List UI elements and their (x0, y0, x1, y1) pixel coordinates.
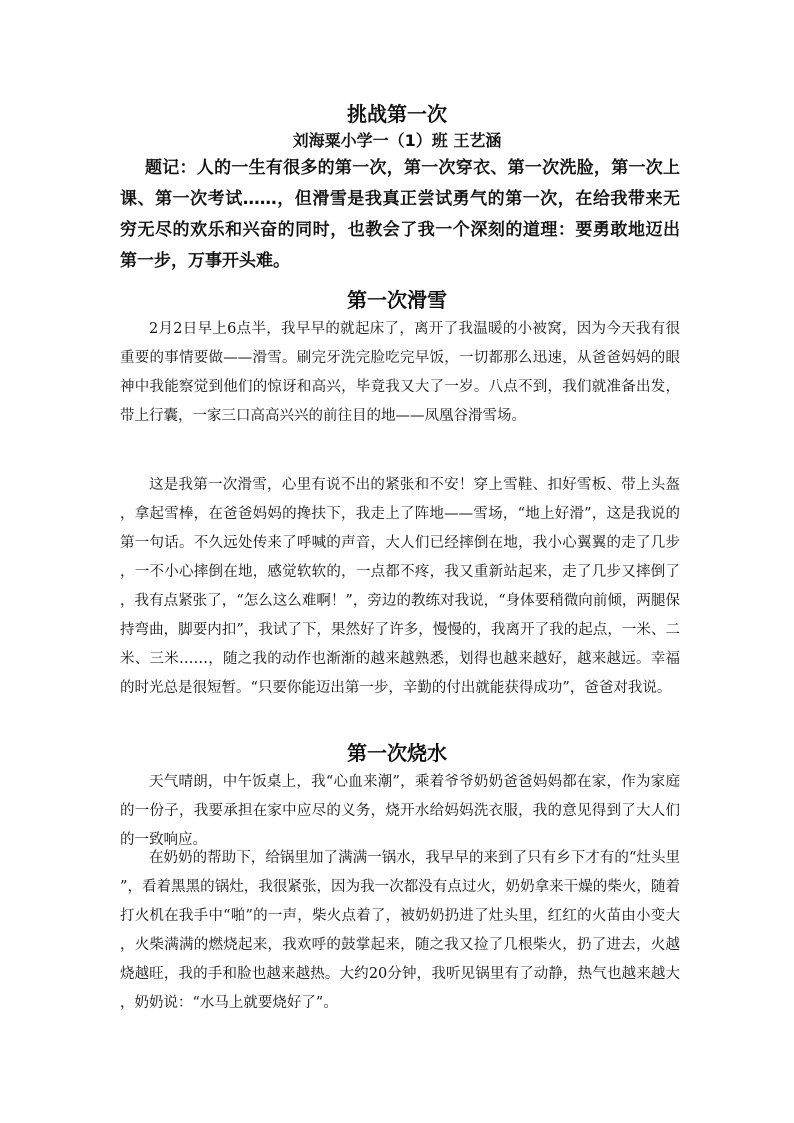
author-byline: 刘海粟小学一（1）班 王艺涵 (292, 131, 502, 150)
skiing-paragraph-2: 这是我第一次滑雪，心里有说不出的紧张和不安！穿上雪鞋、扣好雪板、带上头盔，拿起雪棒，在爸爸妈妈的搀扶下，我走上了阵地——雪场，“地上好滑”，这是我说的第一句话。不久远处传来了呼喊的声音，大人们已经摔倒在地，我小心翼翼的走了几步，一不小心摔倒在地，感觉软软的，一点都不疼，我又重新站起来，走了几步又摔倒了，我有点紧张了，“怎么这么难啊！”，旁边的教练对我说，“身体要稍微向前倾，两腿保持弯曲，脚要内扣”，我试了下，果然好了许多，慢慢的，我离开了我的起点，一米、二米、三米……，随之我的动作也渐渐的越来越熟悉，划得也越来越好，越来越远。幸福的时光总是很短暂。“只要你能迈出第一步，辛勤的付出就能获得成功”，爸爸对我说。 (120, 477, 680, 696)
epigraph: 题记：人的一生有很多的第一次，第一次穿衣、第一次洗脸，第一次上课、第一次考试……，但滑雪是我真正尝试勇气的第一次，在给我带来无穷无尽的欢乐和兴奋的同时，也教会了我一个深刻的道理：要勇敢地迈出第一步，万事开头难。 (120, 158, 680, 271)
boiling-water-paragraph-1: 天气晴朗，中午饭桌上，我“心血来潮”，乘着爷爷奶奶爸爸妈妈都在家，作为家庭的一份子，我要承担在家中应尽的义务，烧开水给妈妈洗衣服，我的意见得到了大人们的一致响应。 (120, 774, 680, 848)
document-title: 挑战第一次 (347, 102, 447, 126)
boiling-water-paragraph-2: 在奶奶的帮助下，给锅里加了满满一锅水，我早早的来到了只有乡下才有的“灶头里”，看着黑黑的锅灶，我很紧张，因为我一次都没有点过火，奶奶拿来干燥的柴火，随着打火机在我手中“啪”的一声，柴火点着了，被奶奶扔进了灶头里，红红的火苗由小变大，火柴满满的燃烧起来，我欢呼的鼓掌起来，随之我又捡了几根柴火，扔了进去，火越烧越旺，我的手和脸也越来越热。大约20分钟，我听见锅里有了动静，热气也越来越大，奶奶说：“水马上就要烧好了”。 (120, 850, 680, 1011)
section-heading-boiling-water: 第一次烧水 (347, 741, 447, 765)
section-heading-skiing: 第一次滑雪 (347, 288, 447, 312)
skiing-paragraph-1: 2月2日早上6点半，我早早的就起床了，离开了我温暖的小被窝，因为今天我有很重要的事情要做——滑雪。刷完牙洗完脸吃完早饭，一切都那么迅速，从爸爸妈妈的眼神中我能察觉到他们的惊讶和高兴，毕竟我又大了一岁。八点不到，我们就准备出发，带上行囊，一家三口高高兴兴的前往目的地——凤凰谷滑雪场。 (120, 321, 680, 424)
